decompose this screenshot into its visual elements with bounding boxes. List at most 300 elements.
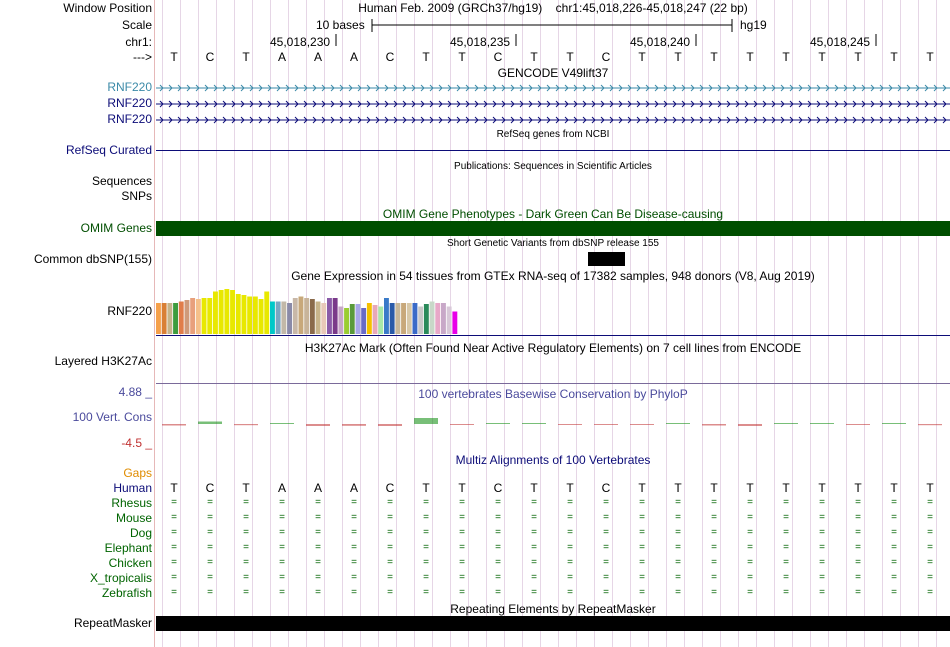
multiz-match-symbol: =	[351, 497, 357, 508]
species-zebrafish-label[interactable]: Zebrafish	[101, 586, 152, 600]
multiz-human-base: T	[746, 481, 754, 495]
gtex-tissue-bar[interactable]	[344, 308, 349, 334]
gtex-tissue-bar[interactable]	[276, 302, 281, 335]
gaps-label[interactable]: Gaps	[123, 466, 152, 480]
multiz-match-symbol: =	[315, 527, 321, 538]
gtex-tissue-bar[interactable]	[196, 299, 201, 334]
coord-tick-4: 45,018,245	[810, 35, 871, 49]
sequence-base: T	[854, 50, 862, 64]
multiz-match-symbol: =	[387, 497, 393, 508]
multiz-match-symbol: =	[315, 587, 321, 598]
omim-bar[interactable]	[156, 221, 950, 236]
gtex-tissue-bar[interactable]	[156, 303, 161, 334]
multiz-human-base: T	[422, 481, 430, 495]
sequence-base: A	[313, 50, 322, 64]
sequence-base: T	[746, 50, 754, 64]
multiz-match-symbol: =	[459, 512, 465, 523]
multiz-match-symbol: =	[711, 557, 717, 568]
multiz-match-symbol: =	[747, 497, 753, 508]
sequence-base: C	[205, 50, 215, 64]
coord-tick-3: 45,018,240	[630, 35, 691, 49]
multiz-match-symbol: =	[495, 527, 501, 538]
multiz-match-symbol: =	[567, 587, 573, 598]
multiz-match-symbol: =	[459, 542, 465, 553]
gencode-label-1[interactable]: RNF220	[107, 80, 152, 94]
gtex-tissue-bar[interactable]	[173, 303, 178, 334]
gtex-tissue-bar[interactable]	[293, 298, 298, 334]
gtex-tissue-bar[interactable]	[435, 303, 440, 334]
multiz-match-symbol: =	[243, 497, 249, 508]
multiz-match-symbol: =	[819, 527, 825, 538]
multiz-match-symbol: =	[567, 572, 573, 583]
multiz-match-symbol: =	[531, 542, 537, 553]
gtex-tissue-bar[interactable]	[219, 290, 224, 334]
multiz-human-base: T	[818, 481, 826, 495]
multiz-match-symbol: =	[855, 542, 861, 553]
gtex-tissue-bar[interactable]	[333, 298, 338, 334]
h3k27ac-title: H3K27Ac Mark (Often Found Near Active Regulatory Elements) on 7 cell lines from ENCODE	[304, 341, 802, 355]
sequence-base: A	[349, 50, 358, 64]
multiz-match-symbol: =	[531, 557, 537, 568]
gtex-tissue-bar[interactable]	[367, 303, 372, 334]
multiz-match-symbol: =	[243, 572, 249, 583]
gtex-tissue-bar[interactable]	[162, 303, 167, 334]
h3k27ac-line	[156, 383, 950, 384]
multiz-match-symbol: =	[567, 512, 573, 523]
multiz-match-symbol: =	[603, 557, 609, 568]
multiz-human-base: T	[926, 481, 934, 495]
gtex-tissue-bar[interactable]	[253, 297, 258, 335]
multiz-match-symbol: =	[567, 497, 573, 508]
scale-text: 10 bases	[316, 18, 365, 32]
sequence-base: T	[710, 50, 718, 64]
phylop-plot[interactable]	[156, 400, 950, 440]
coord-tick-marks	[156, 34, 950, 48]
sequence-base: T	[170, 50, 178, 64]
multiz-human-base: C	[493, 481, 503, 495]
multiz-human-base: T	[854, 481, 862, 495]
multiz-match-symbol: =	[279, 557, 285, 568]
multiz-match-symbol: =	[603, 542, 609, 553]
sequence-base: T	[926, 50, 934, 64]
gtex-tissue-bar[interactable]	[378, 307, 383, 335]
gtex-tissue-bar[interactable]	[270, 302, 275, 335]
phylop-title: 100 vertebrates Basewise Conservation by PhyloP	[418, 387, 688, 401]
multiz-match-symbol: =	[639, 512, 645, 523]
sequences-label[interactable]: Sequences	[91, 174, 152, 188]
multiz-match-symbol: =	[711, 497, 717, 508]
multiz-match-symbol: =	[315, 497, 321, 508]
multiz-match-symbol: =	[315, 512, 321, 523]
multiz-match-symbol: =	[891, 572, 897, 583]
multiz-match-symbol: =	[675, 527, 681, 538]
multiz-match-symbol: =	[459, 527, 465, 538]
gtex-tissue-bar[interactable]	[321, 303, 326, 334]
multiz-match-symbol: =	[711, 542, 717, 553]
multiz-human-base: T	[638, 481, 646, 495]
multiz-match-symbol: =	[351, 572, 357, 583]
repeatmasker-bar[interactable]	[156, 616, 950, 631]
gtex-tissue-bar[interactable]	[207, 298, 212, 334]
multiz-human-base: T	[890, 481, 898, 495]
refseq-title: RefSeq genes from NCBI	[496, 129, 610, 140]
multiz-match-symbol: =	[207, 557, 213, 568]
multiz-match-symbol: =	[171, 572, 177, 583]
gtex-tissue-bar[interactable]	[213, 292, 218, 335]
multiz-match-symbol: =	[783, 572, 789, 583]
refseq-label[interactable]: RefSeq Curated	[65, 143, 152, 157]
phylop-score-bar[interactable]	[270, 423, 294, 424]
gtex-tissue-bar[interactable]	[202, 298, 207, 334]
position-text: chr1:45,018,226-45,018,247 (22 bp)	[555, 1, 748, 15]
gencode-label-3[interactable]: RNF220	[107, 112, 152, 126]
gtex-tissue-bar[interactable]	[441, 303, 446, 334]
species-chicken-label[interactable]: Chicken	[108, 556, 152, 570]
species-mouse-label[interactable]: Mouse	[115, 511, 152, 525]
gtex-tissue-bar[interactable]	[452, 312, 457, 335]
multiz-match-symbol: =	[855, 572, 861, 583]
multiz-match-symbol: =	[819, 512, 825, 523]
phylop-score-bar[interactable]	[702, 424, 726, 426]
multiz-match-symbol: =	[675, 542, 681, 553]
multiz-match-symbol: =	[783, 557, 789, 568]
gencode-label-2[interactable]: RNF220	[107, 96, 152, 110]
multiz-match-symbol: =	[531, 497, 537, 508]
gtex-tissue-bar[interactable]	[373, 305, 378, 334]
multiz-match-symbol: =	[423, 542, 429, 553]
sequence-base: T	[890, 50, 898, 64]
multiz-human-base: A	[277, 481, 286, 495]
phylop-score-bar[interactable]	[234, 424, 258, 425]
multiz-match-symbol: =	[639, 542, 645, 553]
multiz-match-symbol: =	[243, 542, 249, 553]
multiz-match-symbol: =	[171, 557, 177, 568]
multiz-match-symbol: =	[423, 557, 429, 568]
multiz-match-symbol: =	[819, 542, 825, 553]
multiz-match-symbol: =	[855, 587, 861, 598]
multiz-match-symbol: =	[639, 527, 645, 538]
gtex-tissue-bar[interactable]	[316, 302, 321, 335]
sequence-base: T	[458, 50, 466, 64]
gtex-tissue-bar[interactable]	[242, 295, 247, 334]
multiz-match-symbol: =	[315, 542, 321, 553]
multiz-match-symbol: =	[891, 512, 897, 523]
gtex-baseline	[156, 335, 950, 336]
multiz-match-symbol: =	[747, 542, 753, 553]
multiz-match-symbol: =	[639, 587, 645, 598]
snps-label[interactable]: SNPs	[121, 189, 152, 203]
species-dog-label[interactable]: Dog	[129, 526, 152, 540]
multiz-match-symbol: =	[783, 497, 789, 508]
omim-title: OMIM Gene Phenotypes - Dark Green Can Be Disease-causing	[382, 207, 724, 221]
phylop-score-bar[interactable]	[414, 418, 438, 424]
sequence-base: T	[422, 50, 430, 64]
phylop-score-bar[interactable]	[198, 422, 222, 425]
phylop-score-bar[interactable]	[918, 424, 942, 425]
multiz-match-symbol: =	[747, 587, 753, 598]
gtex-tissue-bar[interactable]	[430, 302, 435, 335]
dbsnp-title: Short Genetic Variants from dbSNP release 155	[447, 238, 659, 249]
species-xtropicalis-label[interactable]: X_tropicalis	[89, 571, 152, 585]
sequence-base: T	[782, 50, 790, 64]
omim-label[interactable]: OMIM Genes	[80, 221, 152, 235]
phylop-score-bar[interactable]	[738, 424, 762, 426]
phylop-score-bar[interactable]	[594, 424, 618, 425]
track-area[interactable]	[156, 0, 950, 647]
multiz-match-symbol: =	[279, 527, 285, 538]
refseq-line[interactable]	[156, 150, 950, 151]
multiz-match-symbol: =	[675, 557, 681, 568]
gtex-tissue-bar[interactable]	[264, 292, 269, 335]
gtex-tissue-bar[interactable]	[350, 304, 355, 334]
multiz-match-symbol: =	[891, 527, 897, 538]
phylop-score-bar[interactable]	[882, 423, 906, 424]
gtex-tissue-bar[interactable]	[299, 297, 304, 335]
scale-label: Scale	[121, 18, 152, 32]
multiz-match-symbol: =	[459, 572, 465, 583]
phylop-score-bar[interactable]	[378, 424, 402, 426]
multiz-match-symbol: =	[567, 542, 573, 553]
multiz-match-symbol: =	[459, 587, 465, 598]
multiz-match-symbol: =	[783, 542, 789, 553]
multiz-match-symbol: =	[243, 587, 249, 598]
phylop-score-bar[interactable]	[306, 424, 330, 426]
gtex-tissue-bar[interactable]	[401, 303, 406, 334]
repeatmasker-label[interactable]: RepeatMasker	[73, 616, 152, 630]
phylop-score-bar[interactable]	[162, 424, 186, 426]
gtex-tissue-bar[interactable]	[356, 304, 361, 334]
sequence-base: C	[493, 50, 503, 64]
multiz-match-symbol: =	[351, 527, 357, 538]
multiz-match-symbol: =	[207, 587, 213, 598]
multiz-human-base: T	[458, 481, 466, 495]
sequence-base: T	[638, 50, 646, 64]
multiz-match-symbol: =	[783, 512, 789, 523]
gtex-tissue-bar[interactable]	[304, 298, 309, 334]
gtex-tissue-bar[interactable]	[224, 289, 229, 334]
gtex-tissue-bar[interactable]	[230, 290, 235, 334]
multiz-match-symbol: =	[243, 557, 249, 568]
phylop-score-bar[interactable]	[774, 423, 798, 424]
multiz-match-symbol: =	[423, 572, 429, 583]
multiz-match-symbol: =	[747, 557, 753, 568]
multiz-match-symbol: =	[351, 587, 357, 598]
multiz-match-symbol: =	[495, 572, 501, 583]
sequence-base: T	[566, 50, 574, 64]
dbsnp-label[interactable]: Common dbSNP(155)	[33, 252, 152, 266]
multiz-human-base: T	[530, 481, 538, 495]
phylop-score-bar[interactable]	[522, 423, 546, 424]
gtex-tissue-bar[interactable]	[236, 294, 241, 334]
multiz-match-symbol: =	[279, 512, 285, 523]
window-position-label: Window Position	[63, 1, 152, 15]
multiz-human-base: C	[205, 481, 215, 495]
multiz-match-symbol: =	[531, 527, 537, 538]
multiz-match-symbol: =	[675, 512, 681, 523]
gencode-transcripts[interactable]	[156, 80, 950, 130]
multiz-match-symbol: =	[783, 527, 789, 538]
multiz-match-symbol: =	[531, 572, 537, 583]
multiz-match-symbol: =	[531, 512, 537, 523]
multiz-match-symbol: =	[387, 557, 393, 568]
multiz-match-symbol: =	[747, 572, 753, 583]
gtex-tissue-bar[interactable]	[281, 302, 286, 335]
multiz-match-symbol: =	[531, 587, 537, 598]
multiz-match-symbol: =	[243, 512, 249, 523]
multiz-human-base: T	[566, 481, 574, 495]
multiz-match-symbol: =	[927, 557, 933, 568]
multiz-match-symbol: =	[279, 542, 285, 553]
multiz-match-symbol: =	[171, 587, 177, 598]
gtex-tissue-bar[interactable]	[310, 299, 315, 334]
scale-bar	[156, 16, 950, 36]
multiz-match-symbol: =	[459, 497, 465, 508]
gtex-tissue-bar[interactable]	[259, 299, 264, 334]
dbsnp-variant[interactable]	[588, 252, 625, 266]
gtex-bars[interactable]	[156, 284, 556, 334]
multiz-match-symbol: =	[711, 587, 717, 598]
assembly-text: Human Feb. 2009 (GRCh37/hg19)	[358, 1, 543, 15]
multiz-match-symbol: =	[387, 572, 393, 583]
multiz-match-symbol: =	[351, 557, 357, 568]
gencode-title: GENCODE V49lift37	[497, 66, 609, 80]
gtex-tissue-bar[interactable]	[179, 302, 184, 335]
multiz-match-symbol: =	[603, 497, 609, 508]
phylop-score-bar[interactable]	[666, 423, 690, 424]
gtex-tissue-bar[interactable]	[407, 303, 412, 334]
multiz-match-symbol: =	[603, 587, 609, 598]
multiz-match-symbol: =	[207, 572, 213, 583]
conservation-label[interactable]: 100 Vert. Cons	[72, 410, 152, 424]
multiz-match-symbol: =	[891, 587, 897, 598]
multiz-match-symbol: =	[891, 542, 897, 553]
multiz-match-symbol: =	[639, 497, 645, 508]
chromosome-label: chr1:	[125, 35, 152, 49]
conservation-min-label: -4.5 _	[121, 436, 152, 450]
multiz-match-symbol: =	[819, 572, 825, 583]
multiz-match-symbol: =	[495, 542, 501, 553]
multiz-match-symbol: =	[279, 497, 285, 508]
multiz-match-symbol: =	[207, 542, 213, 553]
phylop-score-bar[interactable]	[342, 424, 366, 426]
multiz-match-symbol: =	[639, 557, 645, 568]
gtex-tissue-bar[interactable]	[413, 303, 418, 334]
gtex-label[interactable]: RNF220	[107, 304, 152, 318]
gtex-tissue-bar[interactable]	[395, 303, 400, 334]
gtex-tissue-bar[interactable]	[384, 298, 389, 334]
multiz-match-symbol: =	[351, 512, 357, 523]
gtex-tissue-bar[interactable]	[447, 307, 452, 335]
multiz-match-symbol: =	[495, 497, 501, 508]
species-human-label[interactable]: Human	[113, 481, 152, 495]
multiz-match-symbol: =	[675, 587, 681, 598]
multiz-match-symbol: =	[279, 587, 285, 598]
multiz-match-symbol: =	[603, 512, 609, 523]
multiz-match-symbol: =	[711, 512, 717, 523]
gtex-tissue-bar[interactable]	[361, 308, 366, 334]
multiz-match-symbol: =	[279, 572, 285, 583]
multiz-title: Multiz Alignments of 100 Vertebrates	[455, 453, 651, 467]
multiz-match-symbol: =	[855, 557, 861, 568]
multiz-match-symbol: =	[747, 512, 753, 523]
multiz-match-symbol: =	[927, 527, 933, 538]
multiz-match-symbol: =	[675, 572, 681, 583]
multiz-human-base: A	[349, 481, 358, 495]
multiz-match-symbol: =	[819, 557, 825, 568]
multiz-human-base: T	[170, 481, 178, 495]
multiz-match-symbol: =	[171, 512, 177, 523]
sequence-base: T	[818, 50, 826, 64]
gtex-tissue-bar[interactable]	[418, 307, 423, 335]
multiz-match-symbol: =	[207, 527, 213, 538]
multiz-match-symbol: =	[639, 572, 645, 583]
multiz-match-symbol: =	[351, 542, 357, 553]
multiz-match-symbol: =	[567, 527, 573, 538]
multiz-match-symbol: =	[819, 497, 825, 508]
multiz-match-symbol: =	[387, 512, 393, 523]
phylop-score-bar[interactable]	[630, 424, 654, 425]
gtex-tissue-bar[interactable]	[390, 303, 395, 334]
phylop-score-bar[interactable]	[810, 423, 834, 424]
sequence-base: T	[530, 50, 538, 64]
multiz-human-base: T	[782, 481, 790, 495]
multiz-human-base: T	[710, 481, 718, 495]
multiz-match-symbol: =	[711, 572, 717, 583]
multiz-match-symbol: =	[387, 542, 393, 553]
multiz-match-symbol: =	[855, 497, 861, 508]
gtex-tissue-bar[interactable]	[167, 303, 172, 334]
multiz-match-symbol: =	[315, 572, 321, 583]
multiz-match-symbol: =	[747, 527, 753, 538]
gtex-tissue-bar[interactable]	[327, 298, 332, 334]
multiz-match-symbol: =	[567, 557, 573, 568]
multiz-match-symbol: =	[207, 497, 213, 508]
multiz-match-symbol: =	[819, 587, 825, 598]
multiz-match-symbol: =	[387, 527, 393, 538]
h3k27ac-label[interactable]: Layered H3K27Ac	[54, 354, 152, 368]
gtex-tissue-bar[interactable]	[287, 303, 292, 334]
multiz-human-base: C	[385, 481, 395, 495]
sequence-base: T	[242, 50, 250, 64]
multiz-match-symbol: =	[855, 512, 861, 523]
multiz-match-symbol: =	[891, 497, 897, 508]
gtex-tissue-bar[interactable]	[247, 297, 252, 335]
gtex-tissue-bar[interactable]	[424, 304, 429, 334]
gtex-tissue-bar[interactable]	[338, 307, 343, 335]
multiz-human-base: T	[242, 481, 250, 495]
sequence-base: C	[385, 50, 395, 64]
multiz-match-symbol: =	[387, 587, 393, 598]
species-rhesus-label[interactable]: Rhesus	[111, 496, 152, 510]
sequence-base: C	[601, 50, 611, 64]
multiz-match-symbol: =	[675, 497, 681, 508]
multiz-match-symbol: =	[927, 572, 933, 583]
gtex-tissue-bar[interactable]	[190, 298, 195, 334]
gtex-title: Gene Expression in 54 tissues from GTEx RNA-seq of 17382 samples, 948 donors (V8, Aug 2019)	[291, 269, 815, 283]
species-elephant-label[interactable]: Elephant	[104, 541, 152, 555]
multiz-match-symbol: =	[927, 497, 933, 508]
phylop-score-bar[interactable]	[450, 424, 474, 425]
gtex-tissue-bar[interactable]	[185, 300, 190, 334]
multiz-match-symbol: =	[243, 527, 249, 538]
gtex-tissue-bar[interactable]	[458, 308, 463, 334]
multiz-match-symbol: =	[495, 512, 501, 523]
phylop-score-bar[interactable]	[486, 423, 510, 424]
strand-arrow-label: --->	[133, 50, 152, 64]
phylop-score-bar[interactable]	[558, 424, 582, 425]
multiz-human-base: T	[674, 481, 682, 495]
phylop-score-bar[interactable]	[846, 424, 870, 425]
